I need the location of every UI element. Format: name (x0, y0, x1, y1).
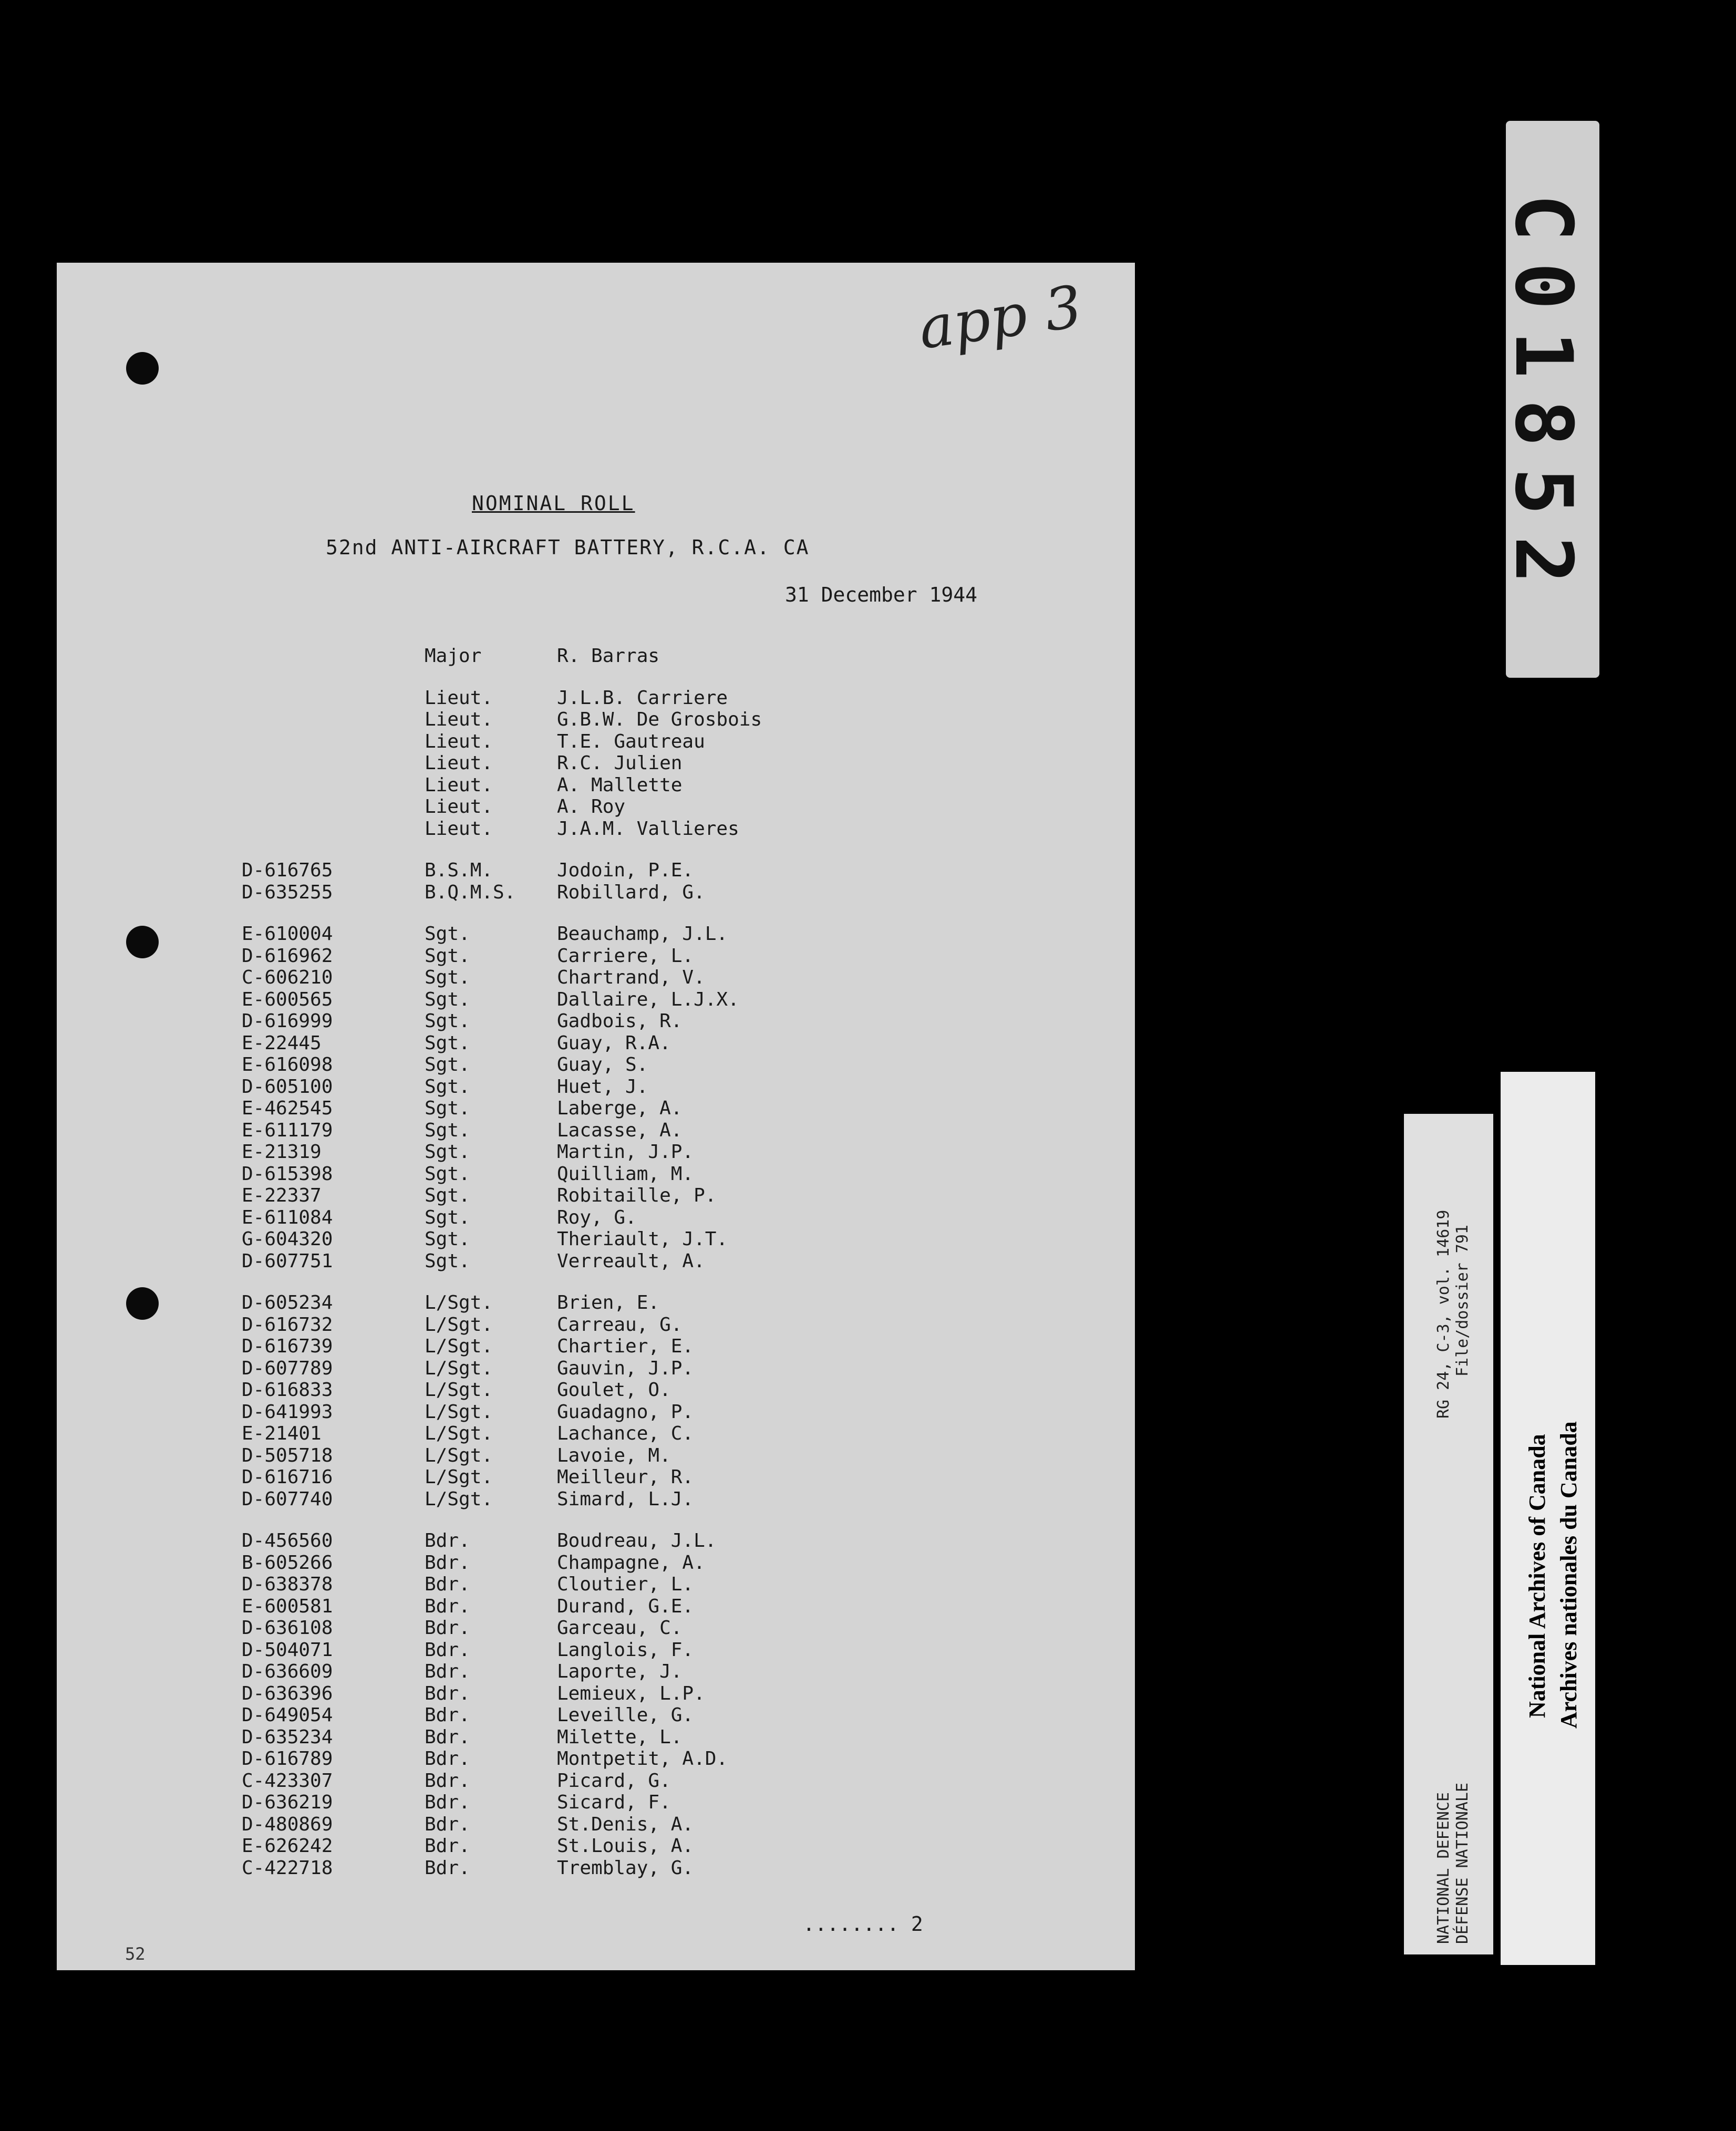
service-number: D-605234 (242, 1292, 333, 1313)
rank: L/Sgt. (425, 1313, 493, 1336)
document-date: 31 December 1944 (785, 583, 978, 606)
service-number: D-616999 (242, 1010, 333, 1032)
member-name: St.Denis, A. (557, 1813, 694, 1835)
member-name: Leveille, G. (557, 1704, 694, 1726)
member-name: G.B.W. De Grosbois (557, 709, 762, 730)
member-name: Theriault, J.T. (557, 1228, 728, 1250)
rank: Sgt. (425, 945, 470, 967)
member-name: Lemieux, L.P. (557, 1682, 705, 1704)
service-number: D-607740 (242, 1488, 333, 1510)
punch-hole (126, 926, 159, 958)
service-number: E-21319 (242, 1141, 322, 1163)
service-number: D-638378 (242, 1574, 333, 1595)
member-name: Lacasse, A. (557, 1119, 683, 1141)
rank: Sgt. (425, 1206, 470, 1228)
service-number: C-423307 (242, 1770, 333, 1792)
member-name: St.Louis, A. (557, 1835, 694, 1857)
member-name: A. Roy (557, 796, 626, 818)
member-name: Goulet, O. (557, 1379, 671, 1401)
rank: Sgt. (425, 967, 470, 988)
rank: Bdr. (425, 1617, 470, 1639)
rank: Sgt. (425, 1032, 470, 1054)
member-name: Beauchamp, J.L. (557, 923, 728, 945)
member-name: Brien, E. (557, 1292, 660, 1313)
member-name: Champagne, A. (557, 1551, 705, 1574)
rank: L/Sgt. (425, 1292, 493, 1313)
rank: Sgt. (425, 1010, 470, 1032)
rank: Sgt. (425, 988, 470, 1010)
service-number: C-606210 (242, 967, 333, 988)
archives-english: National Archives of Canada (1524, 1434, 1550, 1718)
rank: Lieut. (425, 709, 493, 730)
service-number: E-600581 (242, 1595, 333, 1617)
service-number: D-504071 (242, 1639, 333, 1661)
service-number: D-636609 (242, 1661, 333, 1682)
rank: Sgt. (425, 1185, 470, 1206)
member-name: Guay, R.A. (557, 1032, 671, 1054)
rank: Sgt. (425, 923, 470, 945)
member-name: Carriere, L. (557, 945, 694, 967)
rank: Bdr. (425, 1661, 470, 1682)
rank: L/Sgt. (425, 1466, 493, 1488)
rank: B.S.M. (425, 860, 493, 881)
service-number: D-636219 (242, 1792, 333, 1813)
member-name: Gauvin, J.P. (557, 1357, 694, 1379)
reference-line-1: RG 24, C-3, vol. 14619 (1434, 1209, 1453, 1419)
rank: L/Sgt. (425, 1423, 493, 1444)
member-name: T.E. Gautreau (557, 730, 705, 752)
member-name: Laporte, J. (557, 1661, 683, 1682)
rank: Sgt. (425, 1075, 470, 1098)
member-name: Martin, J.P. (557, 1141, 694, 1163)
rank: Bdr. (425, 1551, 470, 1574)
service-number: D-636108 (242, 1617, 333, 1639)
service-number: B-605266 (242, 1551, 333, 1574)
rank: Bdr. (425, 1792, 470, 1813)
rank: Sgt. (425, 1228, 470, 1250)
rank: Bdr. (425, 1639, 470, 1661)
punch-hole (126, 352, 159, 385)
member-name: Quilliam, M. (557, 1163, 694, 1185)
service-number: E-611179 (242, 1119, 333, 1141)
member-name: J.A.M. Vallieres (557, 818, 739, 840)
rank: Bdr. (425, 1770, 470, 1792)
service-number: E-611084 (242, 1206, 333, 1228)
rank: Sgt. (425, 1054, 470, 1075)
service-number: E-610004 (242, 923, 333, 945)
service-number: E-626242 (242, 1835, 333, 1857)
punch-hole (126, 1287, 159, 1320)
service-number: E-22445 (242, 1032, 322, 1054)
service-number: D-607751 (242, 1250, 333, 1272)
service-number: D-607789 (242, 1357, 333, 1379)
rank: Major (425, 645, 482, 667)
member-name: Picard, G. (557, 1770, 671, 1792)
rank: L/Sgt. (425, 1357, 493, 1379)
service-number: D-636396 (242, 1682, 333, 1704)
service-number: D-605100 (242, 1075, 333, 1098)
rank: Sgt. (425, 1250, 470, 1272)
member-name: Sicard, F. (557, 1792, 671, 1813)
rank: Sgt. (425, 1098, 470, 1119)
service-number: D-505718 (242, 1444, 333, 1466)
member-name: R. Barras (557, 645, 660, 667)
service-number: D-616962 (242, 945, 333, 967)
service-number: D-616732 (242, 1313, 333, 1336)
rank: L/Sgt. (425, 1488, 493, 1510)
member-name: Guay, S. (557, 1054, 648, 1075)
document-page (57, 263, 1135, 1970)
member-name: Robillard, G. (557, 881, 705, 903)
member-name: Robitaille, P. (557, 1185, 717, 1206)
member-name: Lavoie, M. (557, 1444, 671, 1466)
rank: B.Q.M.S. (425, 881, 516, 903)
member-name: Huet, J. (557, 1075, 648, 1098)
member-name: Gadbois, R. (557, 1010, 683, 1032)
member-name: Durand, G.E. (557, 1595, 694, 1617)
rank: Bdr. (425, 1682, 470, 1704)
rank: Lieut. (425, 818, 493, 840)
continuation-marker: ........ 2 (803, 1912, 923, 1936)
service-number: D-641993 (242, 1401, 333, 1423)
service-number: D-616833 (242, 1379, 333, 1401)
member-name: Lachance, C. (557, 1423, 694, 1444)
member-name: Laberge, A. (557, 1098, 683, 1119)
rank: Bdr. (425, 1748, 470, 1770)
archive-stamp (1497, 121, 1599, 678)
member-name: Simard, L.J. (557, 1488, 694, 1510)
rank: Lieut. (425, 774, 493, 796)
rank: Bdr. (425, 1813, 470, 1835)
service-number: G-604320 (242, 1228, 333, 1250)
service-number: E-462545 (242, 1098, 333, 1119)
stamp-number: C01852 (1497, 194, 1589, 605)
member-name: J.L.B. Carriere (557, 687, 728, 709)
page-marker: 52 (125, 1944, 146, 1964)
rank: L/Sgt. (425, 1401, 493, 1423)
member-name: Cloutier, L. (557, 1574, 694, 1595)
member-name: Tremblay, G. (557, 1857, 694, 1879)
rank: Bdr. (425, 1857, 470, 1879)
rank: Sgt. (425, 1119, 470, 1141)
service-number: E-22337 (242, 1185, 322, 1206)
rank: Bdr. (425, 1595, 470, 1617)
service-number: D-616739 (242, 1336, 333, 1357)
member-name: Roy, G. (557, 1206, 637, 1228)
rank: L/Sgt. (425, 1379, 493, 1401)
member-name: R.C. Julien (557, 752, 683, 774)
member-name: Montpetit, A.D. (557, 1748, 728, 1770)
reference-line-2: File/dossier 791 (1453, 1225, 1472, 1377)
service-number: D-616765 (242, 860, 333, 881)
rank: L/Sgt. (425, 1336, 493, 1357)
member-name: Dallaire, L.J.X. (557, 988, 739, 1010)
service-number: E-616098 (242, 1054, 333, 1075)
rank: Lieut. (425, 752, 493, 774)
member-name: Boudreau, J.L. (557, 1530, 717, 1551)
document-subtitle: 52nd ANTI-AIRCRAFT BATTERY, R.C.A. CA (326, 536, 810, 559)
member-name: Carreau, G. (557, 1313, 683, 1336)
service-number: D-616789 (242, 1748, 333, 1770)
member-name: Meilleur, R. (557, 1466, 694, 1488)
service-number: D-615398 (242, 1163, 333, 1185)
rank: Bdr. (425, 1704, 470, 1726)
rank: Lieut. (425, 730, 493, 752)
department-english: NATIONAL DEFENCE (1434, 1792, 1453, 1944)
member-name: Guadagno, P. (557, 1401, 694, 1423)
member-name: Garceau, C. (557, 1617, 683, 1639)
service-number: D-480869 (242, 1813, 333, 1835)
department-french: DÉFENSE NATIONALE (1453, 1782, 1472, 1944)
rank: Bdr. (425, 1530, 470, 1551)
document-title: NOMINAL ROLL (472, 492, 635, 515)
member-name: Jodoin, P.E. (557, 860, 694, 881)
rank: Lieut. (425, 687, 493, 709)
rank: L/Sgt. (425, 1444, 493, 1466)
service-number: E-21401 (242, 1423, 322, 1444)
rank: Bdr. (425, 1835, 470, 1857)
handwritten-annotation: app 3 (914, 272, 1086, 363)
member-name: Langlois, F. (557, 1639, 694, 1661)
member-name: Chartrand, V. (557, 967, 705, 988)
rank: Lieut. (425, 796, 493, 818)
member-name: Milette, L. (557, 1726, 683, 1748)
service-number: D-635255 (242, 881, 333, 903)
service-number: D-616716 (242, 1466, 333, 1488)
rank: Bdr. (425, 1726, 470, 1748)
rank: Sgt. (425, 1141, 470, 1163)
rank: Bdr. (425, 1574, 470, 1595)
service-number: D-635234 (242, 1726, 333, 1748)
rank: Sgt. (425, 1163, 470, 1185)
service-number: D-649054 (242, 1704, 333, 1726)
service-number: E-600565 (242, 988, 333, 1010)
member-name: A. Mallette (557, 774, 683, 796)
service-number: C-422718 (242, 1857, 333, 1879)
archives-french: Archives nationales du Canada (1556, 1421, 1582, 1729)
service-number: D-456560 (242, 1530, 333, 1551)
member-name: Chartier, E. (557, 1336, 694, 1357)
member-name: Verreault, A. (557, 1250, 705, 1272)
